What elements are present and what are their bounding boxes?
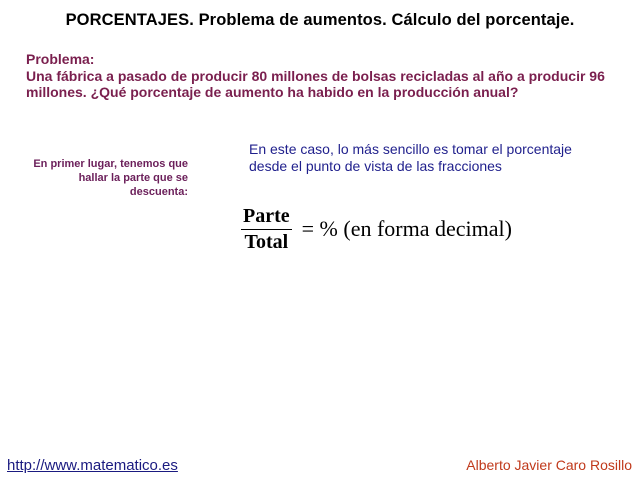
side-note: En primer lugar, tenemos que hallar la parte que se descuenta: [33, 158, 188, 198]
fraction-bar [241, 229, 292, 231]
problem-label: Problema: [26, 51, 95, 67]
website-link[interactable]: http://www.matematico.es [7, 457, 178, 474]
page-title: PORCENTAJES. Problema de aumentos. Cálculo del porcentaje. [65, 11, 575, 29]
fraction-numerator: Parte [243, 204, 290, 227]
author-credit: Alberto Javier Caro Rosillo [466, 457, 632, 473]
fraction [241, 205, 292, 254]
formula-result: = % (en forma decimal) [301, 216, 512, 241]
percentage-formula [241, 203, 512, 255]
problem-text: Una fábrica a pasado de producir 80 millones de bolsas recicladas al año a producir 96 millones. ¿Qué porcentaje de aumento ha habido en la producción anual? [26, 67, 605, 100]
explanation-text: En este caso, lo más sencillo es tomar el porcentaje desde el punto de vista de las fracciones [249, 141, 572, 174]
fraction-denominator: Total [244, 231, 289, 254]
problem-block [26, 51, 632, 101]
